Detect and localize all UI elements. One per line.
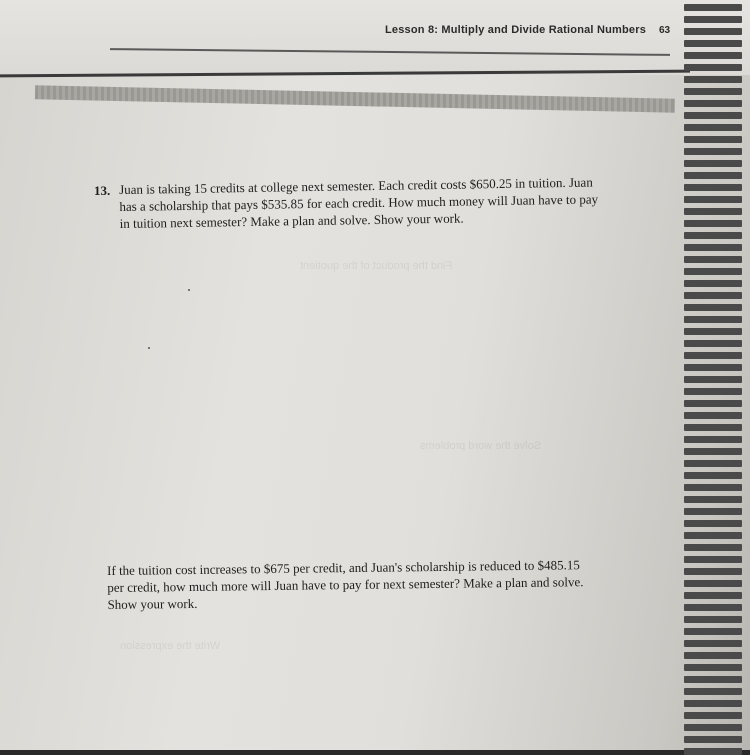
page-number: 63: [659, 25, 671, 36]
binding-coil: [684, 148, 742, 155]
followup-line: Show your work.: [107, 595, 198, 612]
binding-coil: [684, 736, 742, 743]
binding-coil: [684, 424, 742, 431]
binding-coil: [684, 400, 742, 407]
binding-coil: [684, 76, 742, 83]
binding-coil: [684, 328, 742, 335]
followup-question-text: [107, 555, 648, 613]
binding-coil: [684, 556, 742, 563]
binding-coil: [684, 340, 742, 347]
question-line: in tuition next semester? Make a plan and solve. Show your work.: [119, 210, 464, 231]
binding-coil: [684, 100, 742, 107]
binding-coil: [684, 28, 742, 35]
binding-coil: [684, 352, 742, 359]
binding-coil: [684, 280, 742, 287]
binding-coil: [684, 232, 742, 239]
binding-coil: [684, 628, 742, 635]
bleed-through-text: Solve the word problems: [420, 440, 542, 452]
binding-coil: [684, 604, 742, 611]
lesson-title: Lesson 8: Multiply and Divide Rational Numbers: [385, 24, 647, 36]
binding-coil: [684, 544, 742, 551]
binding-coil: [684, 220, 742, 227]
binding-coil: [684, 64, 742, 71]
binding-coil: [684, 520, 742, 527]
binding-coil: [684, 40, 742, 47]
binding-coil: [684, 712, 742, 719]
binding-coil: [684, 256, 742, 263]
binding-coil: [684, 532, 742, 539]
binding-coil: [684, 748, 742, 755]
binding-coil: [684, 304, 742, 311]
binding-coil: [684, 568, 742, 575]
binding-coil: [684, 196, 742, 203]
bleed-through-text: Find the product of the quotient: [300, 260, 453, 272]
binding-coil: [684, 436, 742, 443]
binding-coil: [684, 316, 742, 323]
spiral-binding: [680, 0, 750, 750]
binding-coil: [684, 580, 742, 587]
binding-coil: [684, 88, 742, 95]
binding-coil: [684, 664, 742, 671]
binding-coil: [684, 136, 742, 143]
binding-coil: [684, 508, 742, 515]
binding-coil: [684, 592, 742, 599]
binding-coil: [684, 52, 742, 59]
binding-coil: [684, 124, 742, 131]
binding-coil: [684, 676, 742, 683]
bleed-through-text: Write the expression: [120, 640, 221, 652]
previous-page-edge: [0, 0, 750, 75]
section-band: [35, 85, 675, 112]
binding-coil: [684, 700, 742, 707]
binding-coil: [684, 268, 742, 275]
binding-coil: [684, 184, 742, 191]
binding-coil: [684, 688, 742, 695]
pencil-mark: [148, 347, 150, 349]
binding-coil: [684, 172, 742, 179]
question-line: has a scholarship that pays $535.85 for each credit. How much money will Juan have to pay: [119, 191, 599, 214]
binding-coil: [684, 388, 742, 395]
binding-coil: [684, 208, 742, 215]
binding-coil: [684, 652, 742, 659]
binding-coil: [684, 376, 742, 383]
question-line: Juan is taking 15 credits at college next semester. Each credit costs $650.25 in tuition. Juan: [119, 174, 593, 197]
followup-line: If the tuition cost increases to $675 per credit, and Juan's scholarship is reduced to $485.15: [107, 557, 580, 578]
binding-coil: [684, 244, 742, 251]
question-text: [119, 173, 645, 232]
binding-coil: [684, 292, 742, 299]
binding-coil: [684, 484, 742, 491]
binding-coil: [684, 616, 742, 623]
binding-coil: [684, 724, 742, 731]
pencil-mark: [188, 289, 190, 291]
binding-coil: [684, 460, 742, 467]
binding-coil: [684, 112, 742, 119]
binding-coil: [684, 16, 742, 23]
binding-coil: [684, 160, 742, 167]
question-number: 13.: [94, 183, 111, 198]
binding-coil: [684, 472, 742, 479]
binding-coil: [684, 640, 742, 647]
binding-coil: [684, 4, 742, 11]
binding-coil: [684, 364, 742, 371]
followup-line: per credit, how much more will Juan have to pay for next semester? Make a plan and solve.: [107, 574, 584, 595]
binding-coil: [684, 496, 742, 503]
binding-coil: [684, 412, 742, 419]
binding-coil: [684, 448, 742, 455]
